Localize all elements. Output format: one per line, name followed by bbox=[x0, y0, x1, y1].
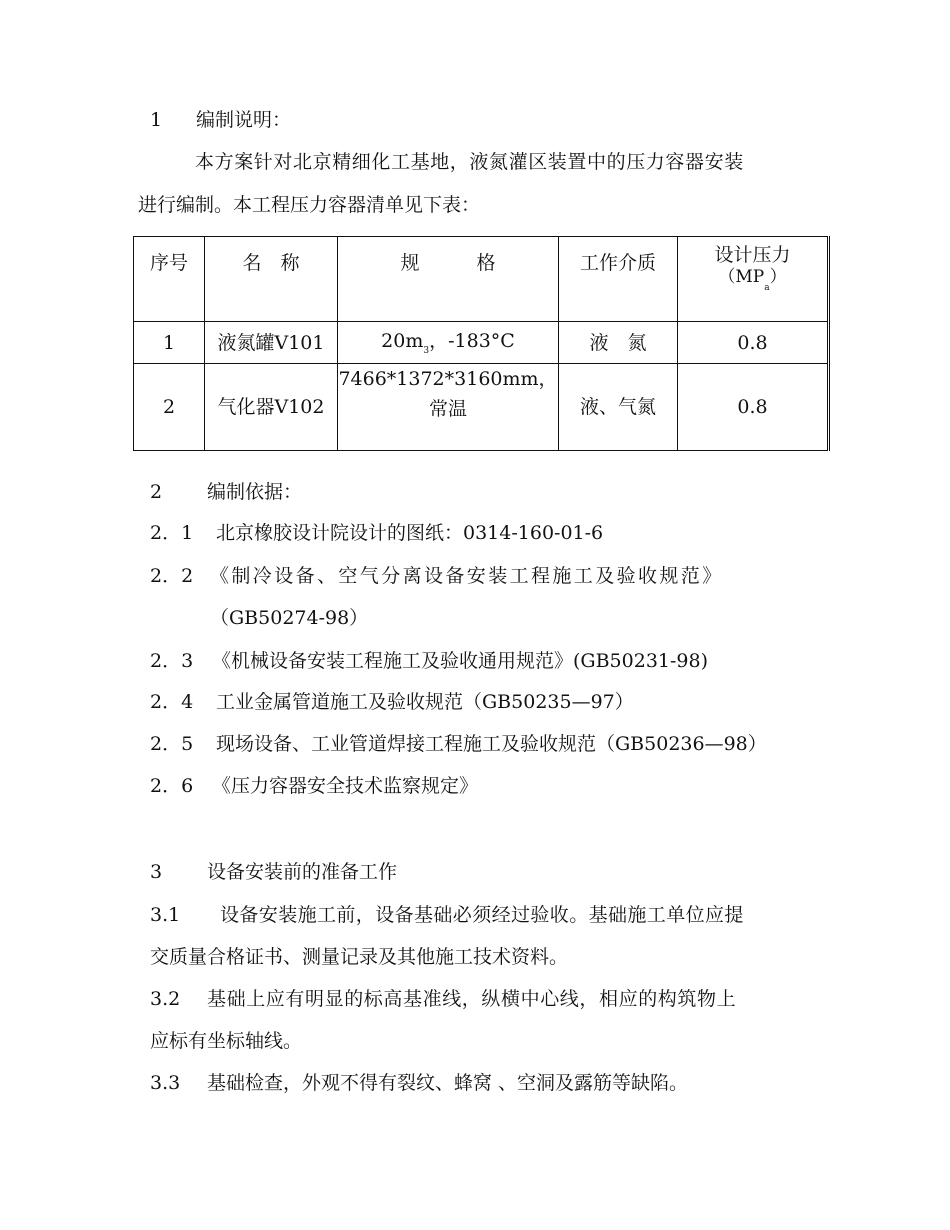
section-1-number: 1 bbox=[150, 109, 163, 131]
item-3-2-line-2: 应标有坐标轴线。 bbox=[150, 1030, 303, 1052]
header-pressure-unit bbox=[678, 267, 827, 293]
unit-close: ） bbox=[769, 267, 787, 287]
item-3-3-line-1: 基础检查，外观不得有裂纹、蜂窝 、空洞及露筋等缺陷。 bbox=[207, 1072, 689, 1094]
ref-2-2-number: 2．2 bbox=[150, 565, 194, 587]
ref-2-2-code: （GB50274-98） bbox=[210, 607, 369, 629]
row-1-spec-exponent: 3 bbox=[423, 345, 430, 356]
section-2-title: 编制依据： bbox=[207, 481, 303, 503]
item-3-2-number: 3.2 bbox=[150, 988, 181, 1010]
row-2-medium: 液、气氮 bbox=[559, 364, 678, 451]
ref-2-3-number: 2．3 bbox=[150, 650, 194, 672]
ref-2-4-number: 2．4 bbox=[150, 691, 194, 713]
header-name: 名 称 bbox=[205, 237, 338, 322]
row-2-spec-line-2: 常温 bbox=[428, 398, 467, 420]
header-pressure-cell bbox=[678, 237, 829, 322]
row-1-spec-temp: ，-183°C bbox=[429, 329, 515, 352]
section-3-title: 设备安装前的准备工作 bbox=[207, 861, 398, 883]
header-spec: 规 格 bbox=[338, 237, 559, 322]
row-2-spec-line-1: 7466*1372*3160mm， bbox=[338, 368, 558, 390]
row-1-no: 1 bbox=[134, 322, 205, 364]
row-1-medium: 液 氮 bbox=[559, 322, 678, 364]
ref-2-5-text: 现场设备、工业管道焊接工程施工及验收规范（GB50236—98） bbox=[216, 733, 767, 755]
item-3-2-line-1: 基础上应有明显的标高基准线，纵横中心线，相应的构筑物上 bbox=[207, 988, 737, 1010]
ref-2-3-text: 《机械设备安装工程施工及验收通用规范》(GB50231-98) bbox=[212, 650, 709, 672]
item-3-1-line-1: 设备安装施工前，设备基础必须经过验收。基础施工单位应提 bbox=[220, 904, 744, 926]
header-medium: 工作介质 bbox=[559, 237, 678, 322]
row-1-pressure: 0.8 bbox=[678, 322, 829, 364]
ref-2-1-number: 2．1 bbox=[150, 522, 194, 544]
ref-2-6-text: 《压力容器安全技术监察规定》 bbox=[212, 775, 479, 797]
table-row bbox=[134, 364, 829, 451]
row-2-pressure: 0.8 bbox=[678, 364, 829, 451]
table-row bbox=[134, 322, 829, 364]
section-2-number: 2 bbox=[150, 481, 163, 503]
ref-2-5-number: 2．5 bbox=[150, 733, 194, 755]
row-2-spec bbox=[338, 364, 559, 451]
intro-line-2: 进行编制。本工程压力容器清单见下表： bbox=[138, 194, 481, 216]
table-header-row bbox=[134, 237, 829, 322]
item-3-1-line-2: 交质量合格证书、测量记录及其他施工技术资料。 bbox=[150, 946, 569, 968]
row-1-name: 液氮罐V101 bbox=[205, 322, 338, 364]
item-3-3-number: 3.3 bbox=[150, 1072, 181, 1094]
ref-2-1-text: 北京橡胶设计院设计的图纸：0314-160-01-6 bbox=[216, 522, 604, 544]
item-3-1-number: 3.1 bbox=[150, 904, 181, 926]
header-no: 序号 bbox=[134, 237, 205, 322]
row-1-spec bbox=[338, 322, 559, 364]
row-2-name: 气化器V102 bbox=[205, 364, 338, 451]
section-3-number: 3 bbox=[150, 861, 163, 883]
section-1-title: 编制说明： bbox=[196, 109, 292, 131]
row-2-no: 2 bbox=[134, 364, 205, 451]
ref-2-6-number: 2．6 bbox=[150, 775, 194, 797]
unit-mp: （MP bbox=[718, 267, 765, 287]
ref-2-4-text: 工业金属管道施工及验收规范（GB50235—97） bbox=[216, 691, 634, 713]
pressure-vessel-table bbox=[133, 236, 830, 451]
intro-line-1: 本方案针对北京精细化工基地，液氮灌区装置中的压力容器安装 bbox=[195, 151, 744, 173]
ref-2-2-text: 《制冷设备、空气分离设备安装工程施工及验收规范》 bbox=[210, 565, 724, 587]
unit-subscript: a bbox=[764, 283, 770, 293]
row-1-spec-volume: 20m bbox=[381, 329, 424, 352]
header-pressure: 设计压力 bbox=[714, 244, 791, 266]
